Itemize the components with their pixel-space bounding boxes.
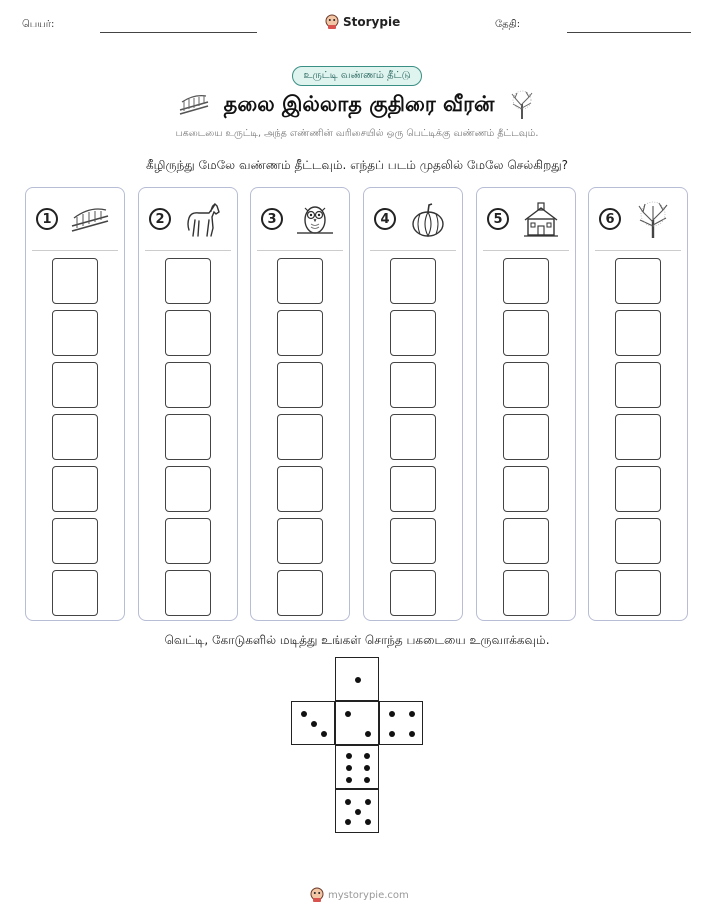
color-box[interactable] [615,362,661,408]
owl-icon [293,200,337,240]
column-1 [25,187,125,621]
column-header [139,188,237,250]
brand-logo [325,14,400,30]
color-box[interactable] [503,518,549,564]
die-face-2 [335,701,379,745]
color-box[interactable] [390,414,436,460]
die-pip [345,819,351,825]
die-pip [345,711,351,717]
brand-name: Storypie [343,15,401,29]
die-pip [364,765,370,771]
die-pip [409,731,415,737]
die-pip [346,753,352,759]
color-box[interactable] [165,414,211,460]
color-box[interactable] [277,466,323,512]
color-box[interactable] [503,362,549,408]
die-pip [346,777,352,783]
die-pip [346,765,352,771]
column-header [26,188,124,250]
die-face-3 [291,701,335,745]
die-pip [389,711,395,717]
pumpkin-icon [406,200,450,240]
footer [310,887,409,903]
color-box[interactable] [277,570,323,616]
horse-icon [181,200,225,240]
die-pip [311,721,317,727]
color-box[interactable] [390,362,436,408]
color-box[interactable] [615,414,661,460]
color-box[interactable] [615,518,661,564]
name-line[interactable] [100,32,257,33]
color-box[interactable] [615,310,661,356]
activity-tag: உருட்டி வண்ணம் தீட்டு [292,66,421,86]
column-divider [483,250,569,251]
column-divider [32,250,118,251]
column-number: 5 [487,208,509,230]
bridge-icon [68,200,112,240]
bridge-icon [178,92,210,118]
die-face-1 [335,657,379,701]
color-box[interactable] [503,466,549,512]
column-divider [257,250,343,251]
die-pip [365,799,371,805]
color-box[interactable] [503,258,549,304]
instruction: கீழிருந்து மேலே வண்ணம் தீட்டவும். எந்தப் படம் முதலில் மேலே செல்கிறது? [145,158,569,172]
column-header [589,188,687,250]
column-number: 4 [374,208,396,230]
column-4 [363,187,463,621]
color-box[interactable] [615,466,661,512]
column-divider [595,250,681,251]
die-pip [409,711,415,717]
page-title: தலை இல்லாத குதிரை வீரன் [223,91,495,116]
color-box[interactable] [390,570,436,616]
footer-url: mystorypie.com [328,889,409,901]
die-pip [365,731,371,737]
color-box[interactable] [277,362,323,408]
column-header [251,188,349,250]
tree-icon [631,200,675,240]
color-box[interactable] [165,570,211,616]
color-box[interactable] [615,258,661,304]
color-box[interactable] [165,466,211,512]
column-number: 1 [36,208,58,230]
column-3 [250,187,350,621]
column-number: 2 [149,208,171,230]
die-face-4 [379,701,423,745]
color-box[interactable] [165,362,211,408]
storypie-mascot-icon [325,14,339,30]
date-line[interactable] [567,32,691,33]
color-box[interactable] [503,414,549,460]
color-box[interactable] [165,310,211,356]
die-pip [364,753,370,759]
color-box[interactable] [52,310,98,356]
color-box[interactable] [277,310,323,356]
column-divider [145,250,231,251]
color-box[interactable] [615,570,661,616]
column-divider [370,250,456,251]
die-pip [321,731,327,737]
cut-instruction: வெட்டி, கோடுகளில் மடித்து உங்கள் சொந்த பகடையை உருவாக்கவும். [164,633,550,647]
die-pip [301,711,307,717]
color-box[interactable] [165,518,211,564]
column-5 [476,187,576,621]
subtitle: பகடையை உருட்டி, அந்த எண்ணின் வரிசையில் ஒரு பெட்டிக்கு வண்ணம் தீட்டவும். [175,128,539,139]
color-box[interactable] [390,258,436,304]
column-header [477,188,575,250]
color-box[interactable] [503,570,549,616]
tree-icon [508,90,536,120]
die-pip [389,731,395,737]
column-number: 3 [261,208,283,230]
die-pip [355,809,361,815]
color-box[interactable] [277,414,323,460]
color-box[interactable] [165,258,211,304]
die-pip [355,677,361,683]
die-face-5 [335,789,379,833]
date-label: தேதி: [495,19,521,30]
color-box[interactable] [52,258,98,304]
color-box[interactable] [277,258,323,304]
die-pip [364,777,370,783]
die-face-6 [335,745,379,789]
color-box[interactable] [390,466,436,512]
color-box[interactable] [277,518,323,564]
name-label: பெயர்: [22,19,55,30]
column-2 [138,187,238,621]
color-box[interactable] [52,518,98,564]
schoolhouse-icon [519,200,563,240]
storypie-mascot-icon [310,887,324,903]
color-box[interactable] [52,414,98,460]
color-box[interactable] [52,466,98,512]
color-box[interactable] [52,362,98,408]
die-pip [345,799,351,805]
column-header [364,188,462,250]
color-box[interactable] [390,310,436,356]
color-box[interactable] [52,570,98,616]
column-6 [588,187,688,621]
die-pip [365,819,371,825]
column-number: 6 [599,208,621,230]
color-box[interactable] [503,310,549,356]
color-box[interactable] [390,518,436,564]
